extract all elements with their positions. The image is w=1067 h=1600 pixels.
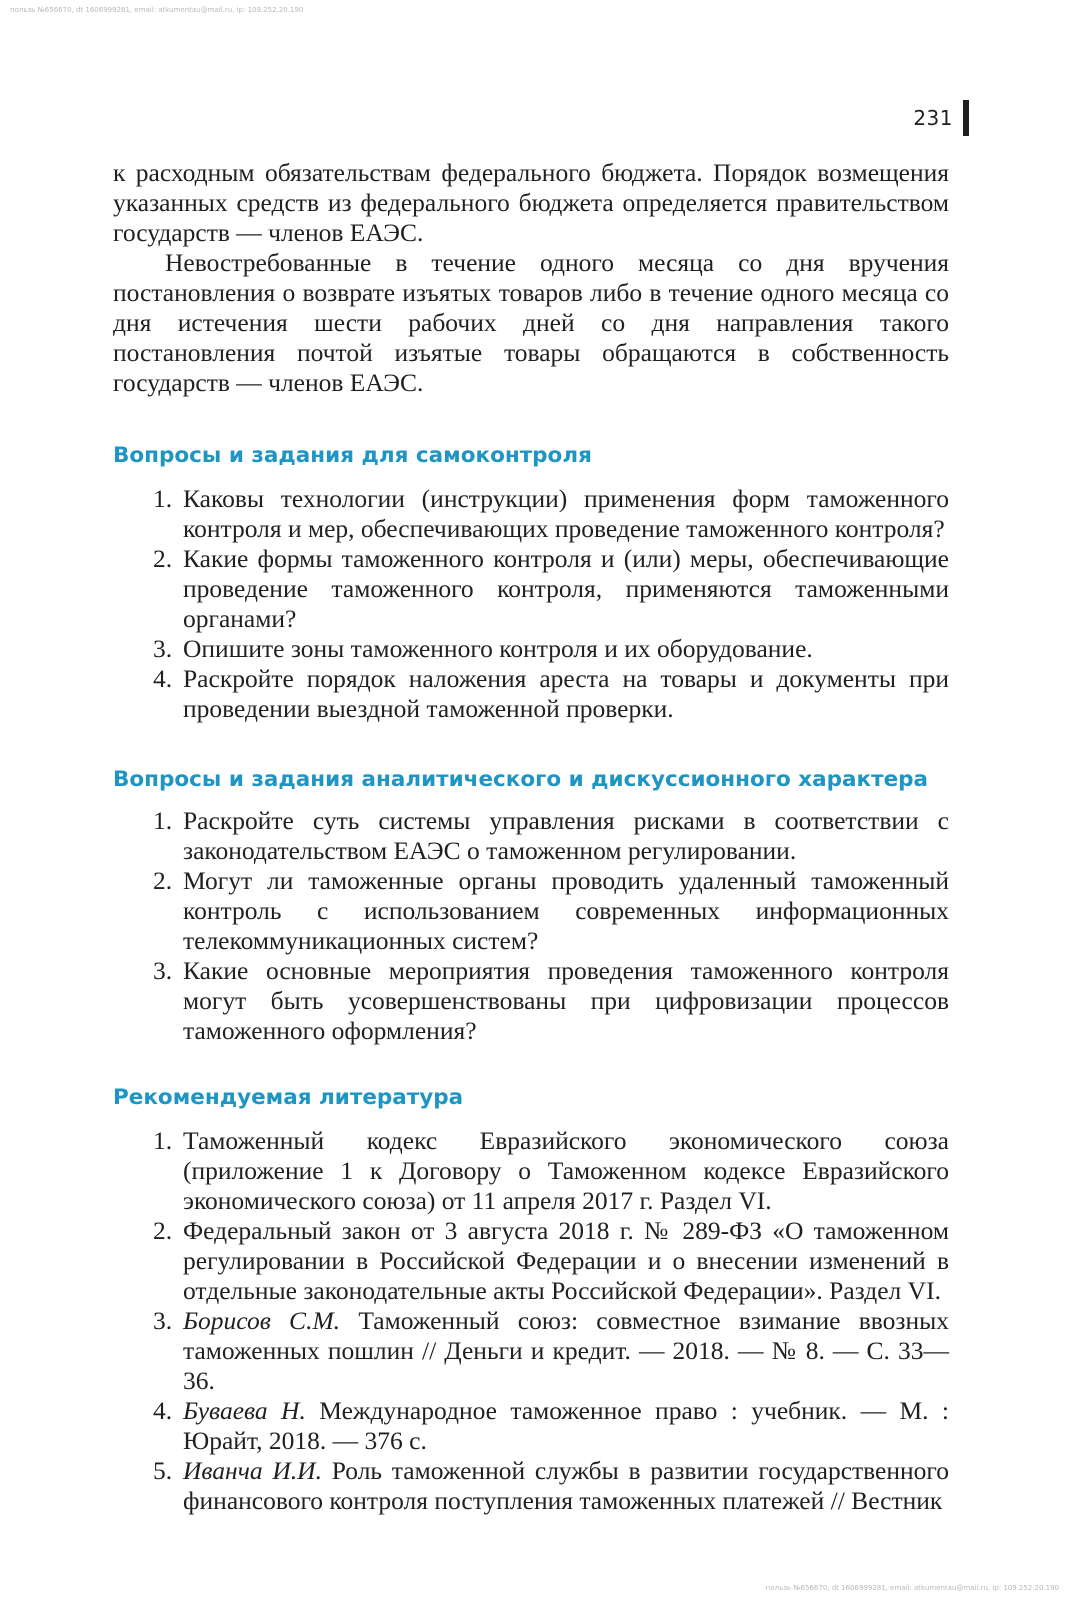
list-item bbox=[113, 1216, 949, 1306]
list-item-text: Какие формы таможенного контроля и (или) меры, обеспечивающие проведение таможенного контроля, применяются таможенными органами? bbox=[183, 544, 949, 633]
list-item bbox=[113, 1396, 949, 1456]
section-title-literature: Рекомендуемая литература bbox=[113, 1085, 464, 1110]
list-item-author: Иванча И.И. bbox=[183, 1456, 322, 1485]
paragraph-2: Невостребованные в течение одного месяца со дня вручения постановления о возврате изъятых товаров либо в течение одного месяца со дня истечения шести рабочих дней со дня направления такого постановления почтой изъятые товары обращаются в собственность государств — членов ЕАЭС. bbox=[113, 248, 949, 397]
list-item-number: 1. bbox=[153, 1126, 173, 1155]
list-item-text: Каковы технологии (инструкции) применения форм таможенного контроля и мер, обеспечивающих проведение таможенного контроля? bbox=[183, 484, 949, 543]
list-item-number: 4. bbox=[153, 1396, 173, 1425]
literature-list bbox=[113, 1126, 949, 1516]
list-item bbox=[113, 544, 949, 634]
list-item-text: Могут ли таможенные органы проводить удаленный таможенный контроль с использованием современных информационных телекоммуникационных систем? bbox=[183, 866, 949, 955]
section-title-analytic: Вопросы и задания аналитического и дискуссионного характера bbox=[113, 767, 929, 792]
list-item bbox=[113, 664, 949, 724]
section-title-self-control: Вопросы и задания для самоконтроля bbox=[113, 443, 592, 468]
list-item-text: Роль таможенной службы в развитии государственного финансового контроля поступления таможенных платежей // Вестник bbox=[183, 1456, 949, 1515]
list-item bbox=[113, 1306, 949, 1396]
page-number: 231 bbox=[913, 106, 953, 130]
list-item-number: 1. bbox=[153, 806, 173, 835]
list-item-text: Раскройте порядок наложения ареста на товары и документы при проведении выездной таможенной проверки. bbox=[183, 664, 949, 723]
list-item-number: 4. bbox=[153, 664, 173, 693]
list-item-text: Таможенный кодекс Евразийского экономического союза (приложение 1 к Договору о Таможенном кодексе Евразийского экономического союза) от 11 апреля 2017 г. Раздел VI. bbox=[183, 1126, 949, 1215]
list-item-number: 1. bbox=[153, 484, 173, 513]
list-item-number: 3. bbox=[153, 1306, 173, 1335]
list-item bbox=[113, 634, 949, 664]
list-item-text: Какие основные мероприятия проведения таможенного контроля могут быть усовершенствованы при цифровизации процессов таможенного оформления? bbox=[183, 956, 949, 1045]
list-item-text: Опишите зоны таможенного контроля и их оборудование. bbox=[183, 634, 813, 663]
list-item-text: Раскройте суть системы управления рисками в соответствии с законодательством ЕАЭС о таможенном регулировании. bbox=[183, 806, 949, 865]
list-item-number: 2. bbox=[153, 544, 173, 573]
page-content bbox=[113, 158, 949, 1516]
list-item bbox=[113, 1126, 949, 1216]
watermark-bottom: пользь №656670, dt 1606999281, email: atkumentau@mail.ru, ip: 109.252.20.190 bbox=[765, 1584, 1059, 1592]
list-item-author: Буваева Н. bbox=[183, 1396, 306, 1425]
list-item-text: Федеральный закон от 3 августа 2018 г. № 289-ФЗ «О таможенном регулировании в Российской Федерации и о внесении изменений в отдельные законодательные акты Российской Федерации». Раздел VI. bbox=[183, 1216, 949, 1305]
list-item-author: Борисов С.М. bbox=[183, 1306, 341, 1335]
list-item bbox=[113, 956, 949, 1046]
list-item-number: 2. bbox=[153, 1216, 173, 1245]
watermark-top: пользь №656670, dt 1606999281, email: atkumentau@mail.ru, ip: 109.252.20.190 bbox=[10, 6, 304, 14]
list-item-number: 3. bbox=[153, 634, 173, 663]
paragraph-1: к расходным обязательствам федерального бюджета. Порядок возмещения указанных средств из федерального бюджета определяется правительством государств — членов ЕАЭС. bbox=[113, 158, 949, 247]
list-item bbox=[113, 1456, 949, 1516]
analytic-list bbox=[113, 806, 949, 1046]
self-control-list bbox=[113, 484, 949, 724]
list-item bbox=[113, 806, 949, 866]
list-item-number: 5. bbox=[153, 1456, 173, 1485]
list-item-number: 2. bbox=[153, 866, 173, 895]
list-item-text: Таможенный союз: совместное взимание ввозных таможенных пошлин // Деньги и кредит. — 2018. — № 8. — С. 33—36. bbox=[183, 1306, 949, 1395]
page-number-bar bbox=[963, 100, 969, 136]
list-item-number: 3. bbox=[153, 956, 173, 985]
list-item bbox=[113, 484, 949, 544]
list-item-text: Международное таможенное право : учебник. — М. : Юрайт, 2018. — 376 с. bbox=[183, 1396, 949, 1455]
list-item bbox=[113, 866, 949, 956]
